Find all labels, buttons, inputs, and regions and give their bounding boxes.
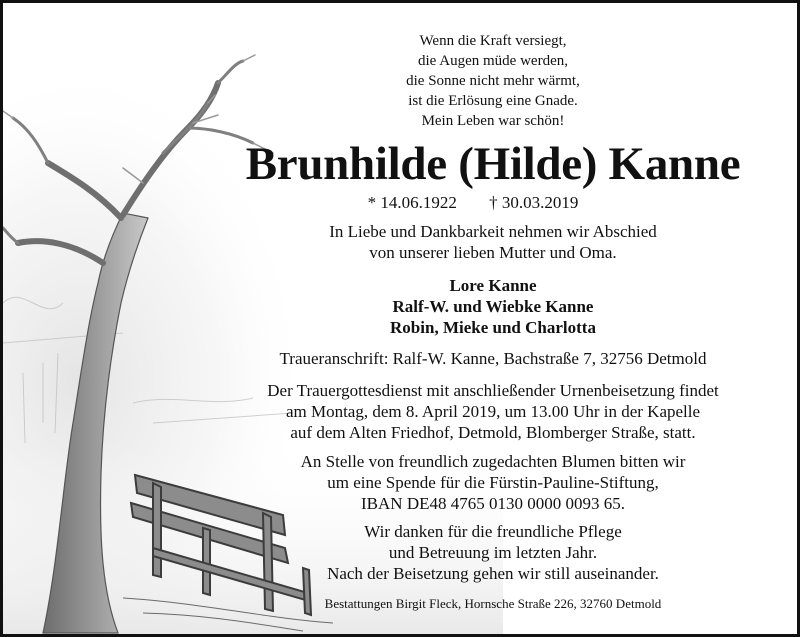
mourner-name: Ralf-W. und Wiebke Kanne (392, 297, 594, 316)
poem-line: ist die Erlösung eine Gnade. (408, 93, 578, 109)
mourners-list (223, 275, 763, 338)
farewell-text (223, 221, 763, 263)
donation-line: An Stelle von freundlich zugedachten Blumen bitten wir (300, 452, 686, 471)
thanks-line: und Betreuung im letzten Jahr. (388, 543, 598, 562)
poem-line: die Sonne nicht mehr wärmt, (406, 73, 580, 89)
undertaker-info: Bestattungen Birgit Fleck, Hornsche Straße 226, 32760 Detmold (324, 596, 662, 611)
notice-text (3, 3, 800, 637)
farewell-line: In Liebe und Dankbarkeit nehmen wir Abschied (329, 222, 657, 241)
thanks-line: Nach der Beisetzung gehen wir still auseinander. (327, 564, 659, 583)
poem-line: Mein Leben war schön! (421, 113, 565, 129)
mourner-name: Lore Kanne (449, 276, 537, 295)
service-line: am Montag, dem 8. April 2019, um 13.00 Uhr in der Kapelle (285, 402, 701, 421)
donation-line: um eine Spende für die Fürstin-Pauline-Stiftung, (327, 473, 659, 492)
thanks-line: Wir danken für die freundliche Pflege (364, 522, 622, 541)
mourning-address (223, 348, 763, 369)
deceased-name: Brunhilde (Hilde) Kanne (245, 138, 741, 190)
farewell-line: von unserer lieben Mutter und Oma. (369, 243, 617, 262)
service-line: auf dem Alten Friedhof, Detmold, Blomberger Straße, statt. (290, 423, 696, 442)
mourner-name: Robin, Mieke und Charlotta (390, 318, 596, 337)
birth-date: * 14.06.1922 (367, 193, 457, 212)
thanks-text (223, 521, 763, 584)
memorial-poem (293, 31, 693, 131)
poem-line: die Augen müde werden, (418, 53, 568, 69)
donation-request (223, 451, 763, 514)
address-line: Traueranschrift: Ralf-W. Kanne, Bachstraße 7, 32756 Detmold (279, 349, 707, 368)
donation-line: IBAN DE48 4765 0130 0000 0093 65. (361, 494, 625, 513)
life-dates (333, 192, 613, 214)
death-date: † 30.03.2019 (489, 193, 579, 212)
service-line: Der Trauergottesdienst mit anschließender Urnenbeisetzung findet (267, 381, 719, 400)
funeral-service-info (223, 380, 763, 443)
poem-line: Wenn die Kraft versiegt, (419, 33, 567, 49)
